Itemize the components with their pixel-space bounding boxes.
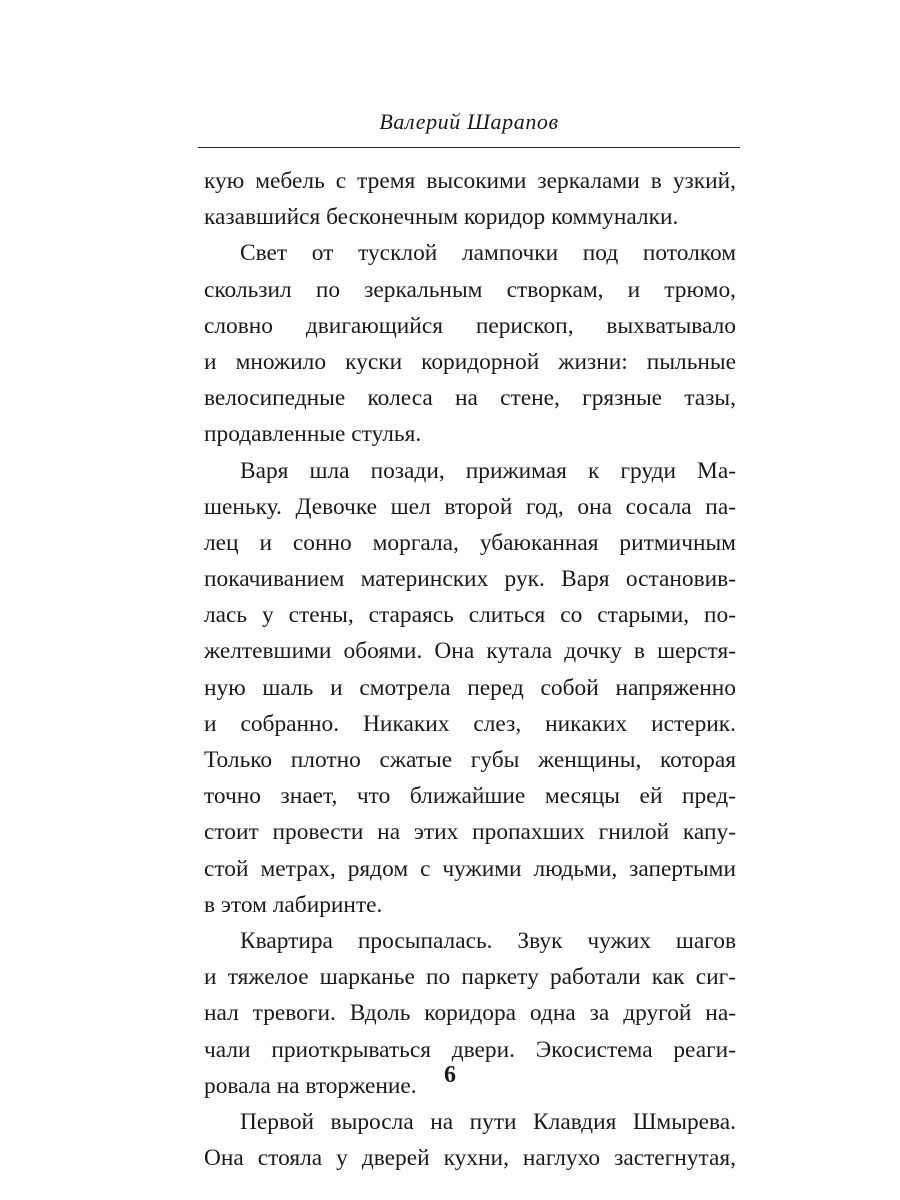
text-line: Только плотно сжатые губы женщины, которая [204, 747, 736, 773]
text-line: Она стояла у дверей кухни, наглухо застегнутая, [204, 1145, 736, 1172]
text-line: стоит провести на этих пропахших гнилой капу- [204, 819, 736, 846]
text-line: точно знает, что ближайшие месяцы ей пред- [204, 783, 736, 810]
text-line: кую мебель с тремя высокими зеркалами в узкий, [204, 168, 736, 194]
text-line: желтевшими обоями. Она кутала дочку в шерстя- [204, 638, 736, 665]
text-line: скользил по зеркальным створкам, и трюмо, [204, 276, 736, 303]
text-line: и тяжелое шарканье по паркету работали как сиг- [204, 964, 736, 991]
text-line: покачиванием материнских рук. Варя остановив- [204, 566, 736, 593]
header-rule [198, 147, 740, 148]
text-line: чали приоткрываться двери. Экосистема реаги- [204, 1036, 736, 1063]
text-line: Первой выросла на пути Клавдия Шмырева. [240, 1108, 736, 1135]
body-text [204, 163, 736, 1176]
text-line: Квартира просыпалась. Звук чужих шагов [240, 927, 736, 954]
text-line: лась у стены, стараясь слиться со старыми, по- [204, 602, 736, 629]
text-line: и собранно. Никаких слез, никаких истерик. [204, 710, 736, 737]
text-line: в этом лабиринте. [204, 891, 383, 918]
text-line: велосипедные колеса на стене, грязные тазы, [204, 385, 736, 412]
text-line: нал тревоги. Вдоль коридора одна за другой на- [204, 1000, 736, 1027]
text-line: лец и сонно моргала, убаюканная ритмичным [204, 529, 736, 556]
text-line: словно двигающийся перископ, выхватывало [204, 312, 736, 339]
page-number: 6 [444, 1062, 456, 1088]
running-head-author: Валерий Шарапов [379, 109, 559, 134]
text-line: ную шаль и смотрела перед собой напряженно [204, 674, 736, 701]
text-line: и множило куски коридорной жизни: пыльные [204, 348, 736, 375]
text-line: ровала на вторжение. [204, 1072, 417, 1099]
text-line: казавшийся бесконечным коридор коммуналки. [204, 204, 679, 231]
text-line: шеньку. Девочке шел второй год, она сосала па- [204, 493, 736, 520]
text-line: продавленные стулья. [204, 421, 422, 448]
text-line: стой метрах, рядом с чужими людьми, запертыми [204, 855, 736, 882]
text-line: Варя шла позади, прижимая к груди Ма- [240, 457, 736, 484]
text-line: Свет от тусклой лампочки под потолком [240, 240, 736, 267]
